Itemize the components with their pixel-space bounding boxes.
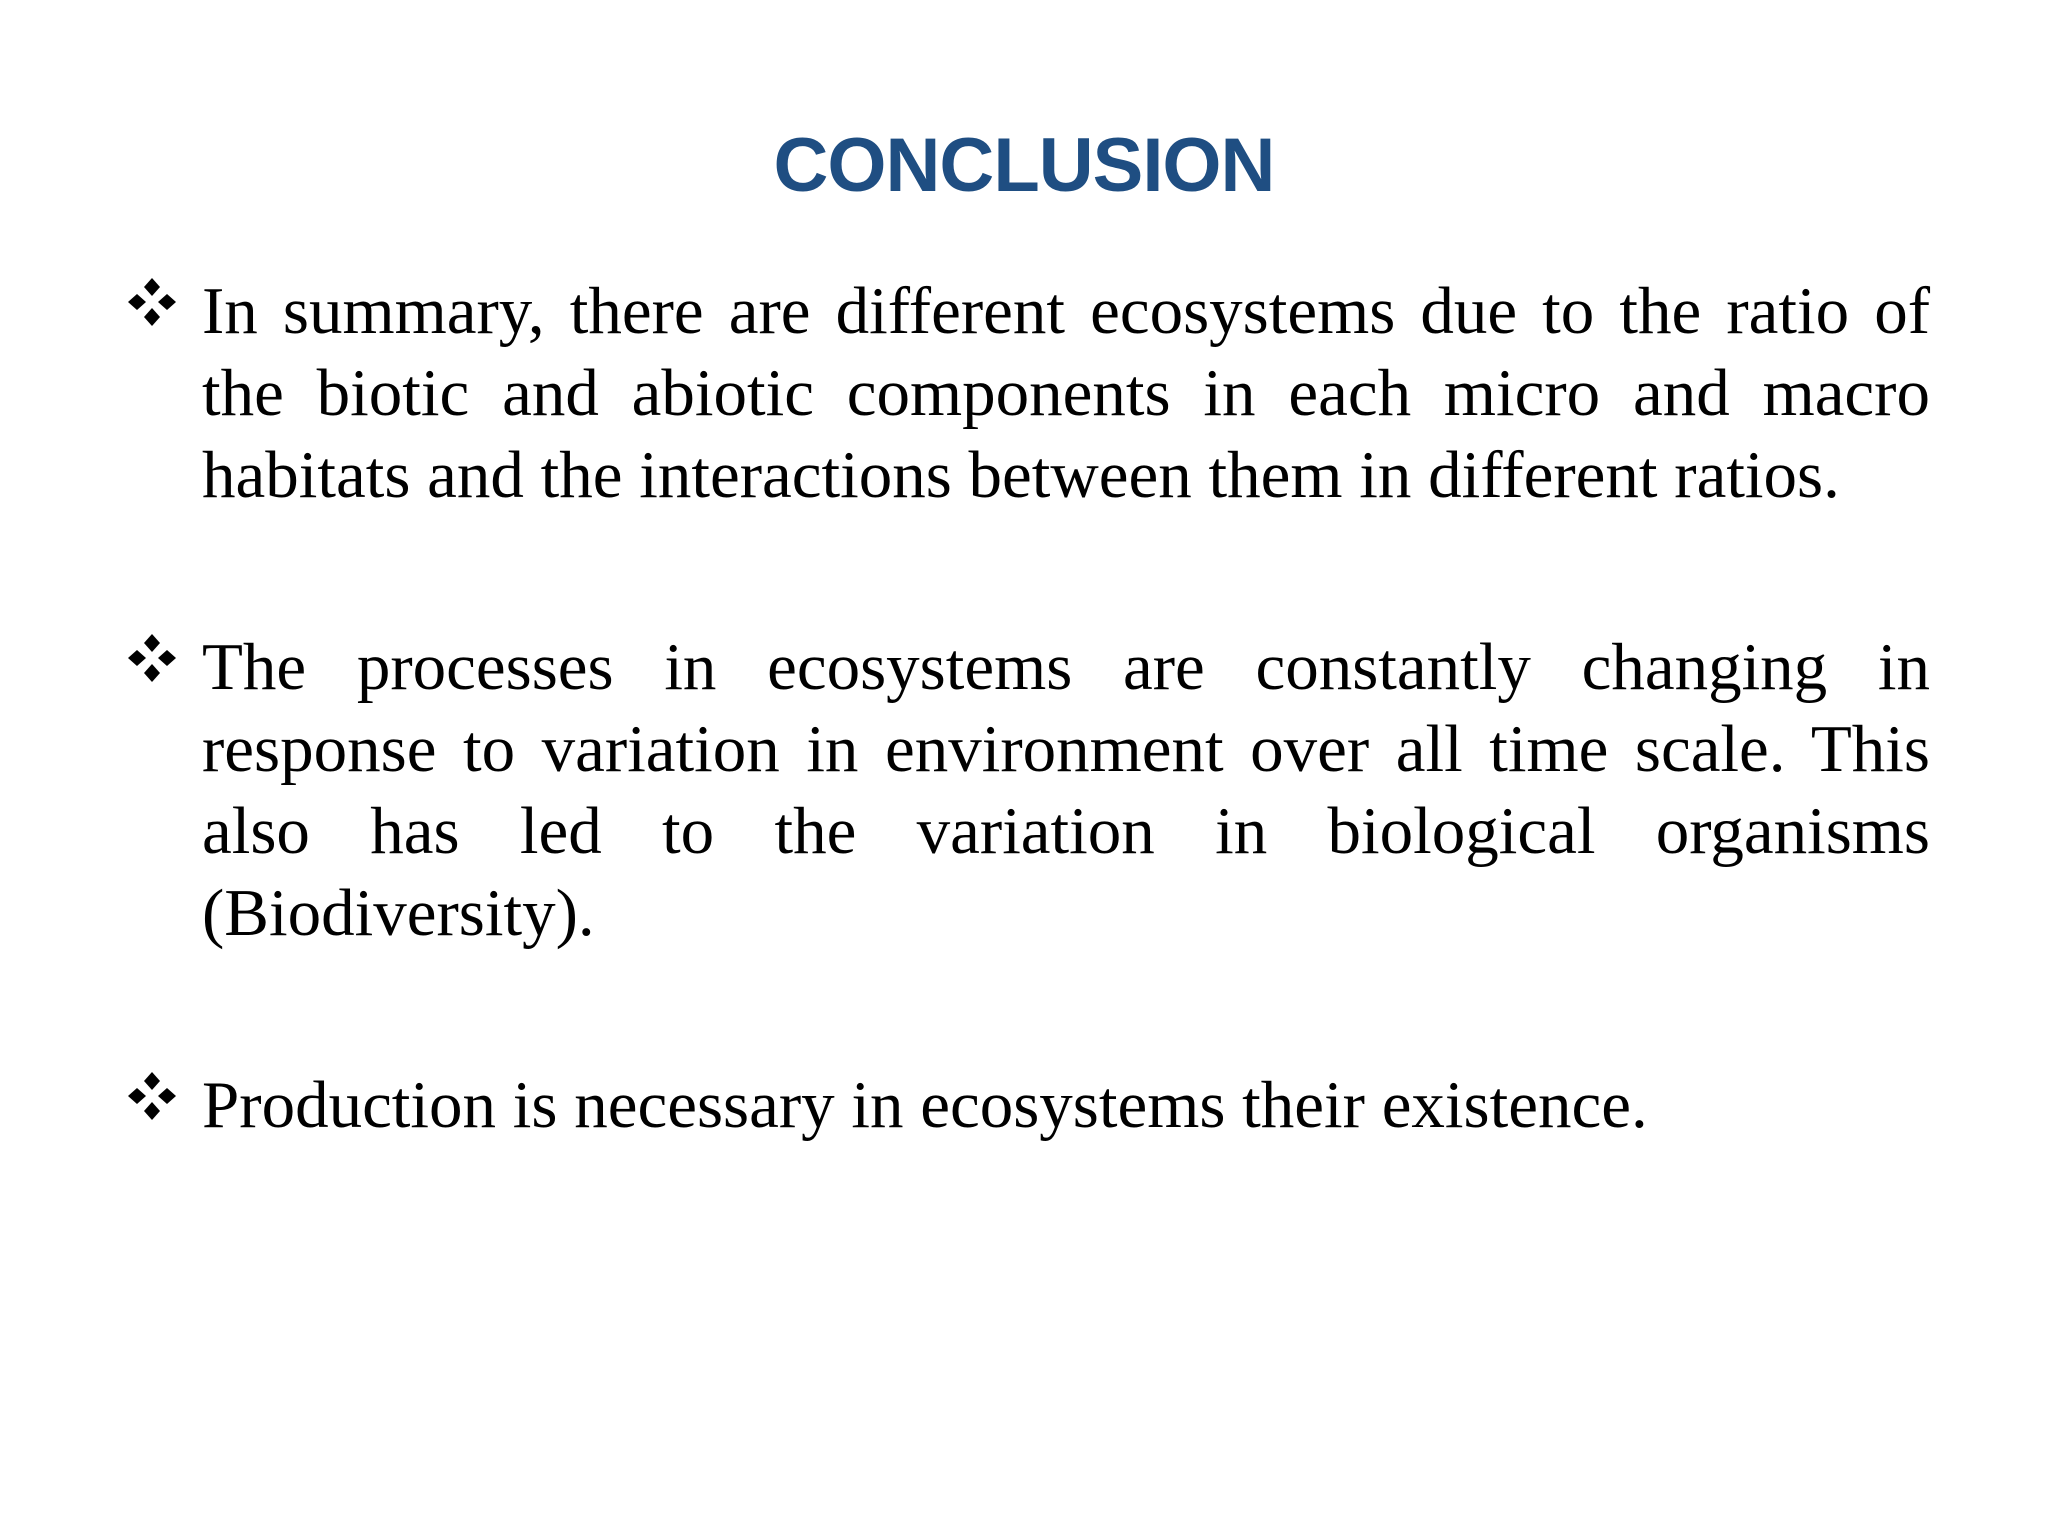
four-diamond-bullet-icon: [126, 276, 178, 328]
slide-title: CONCLUSION: [773, 123, 1275, 208]
four-diamond-bullet-icon: [126, 1070, 178, 1122]
bullet-item: [120, 1064, 1930, 1146]
bullet-text: Production is necessary in ecosystems their existence.: [202, 1068, 1648, 1142]
bullet-list: [120, 270, 1930, 1146]
bullet-text: The processes in ecosystems are constantly changing in response to variation in environment over all time scale. This also has led to the variation in biological organisms (Biodiversity).: [202, 630, 1930, 950]
bullet-item: [120, 626, 1930, 954]
bullet-item: [120, 270, 1930, 516]
four-diamond-bullet-icon: [126, 632, 178, 684]
bullet-text: In summary, there are different ecosystems due to the ratio of the biotic and abiotic components in each micro and macro habitats and the interactions between them in different ratios.: [202, 274, 1930, 512]
